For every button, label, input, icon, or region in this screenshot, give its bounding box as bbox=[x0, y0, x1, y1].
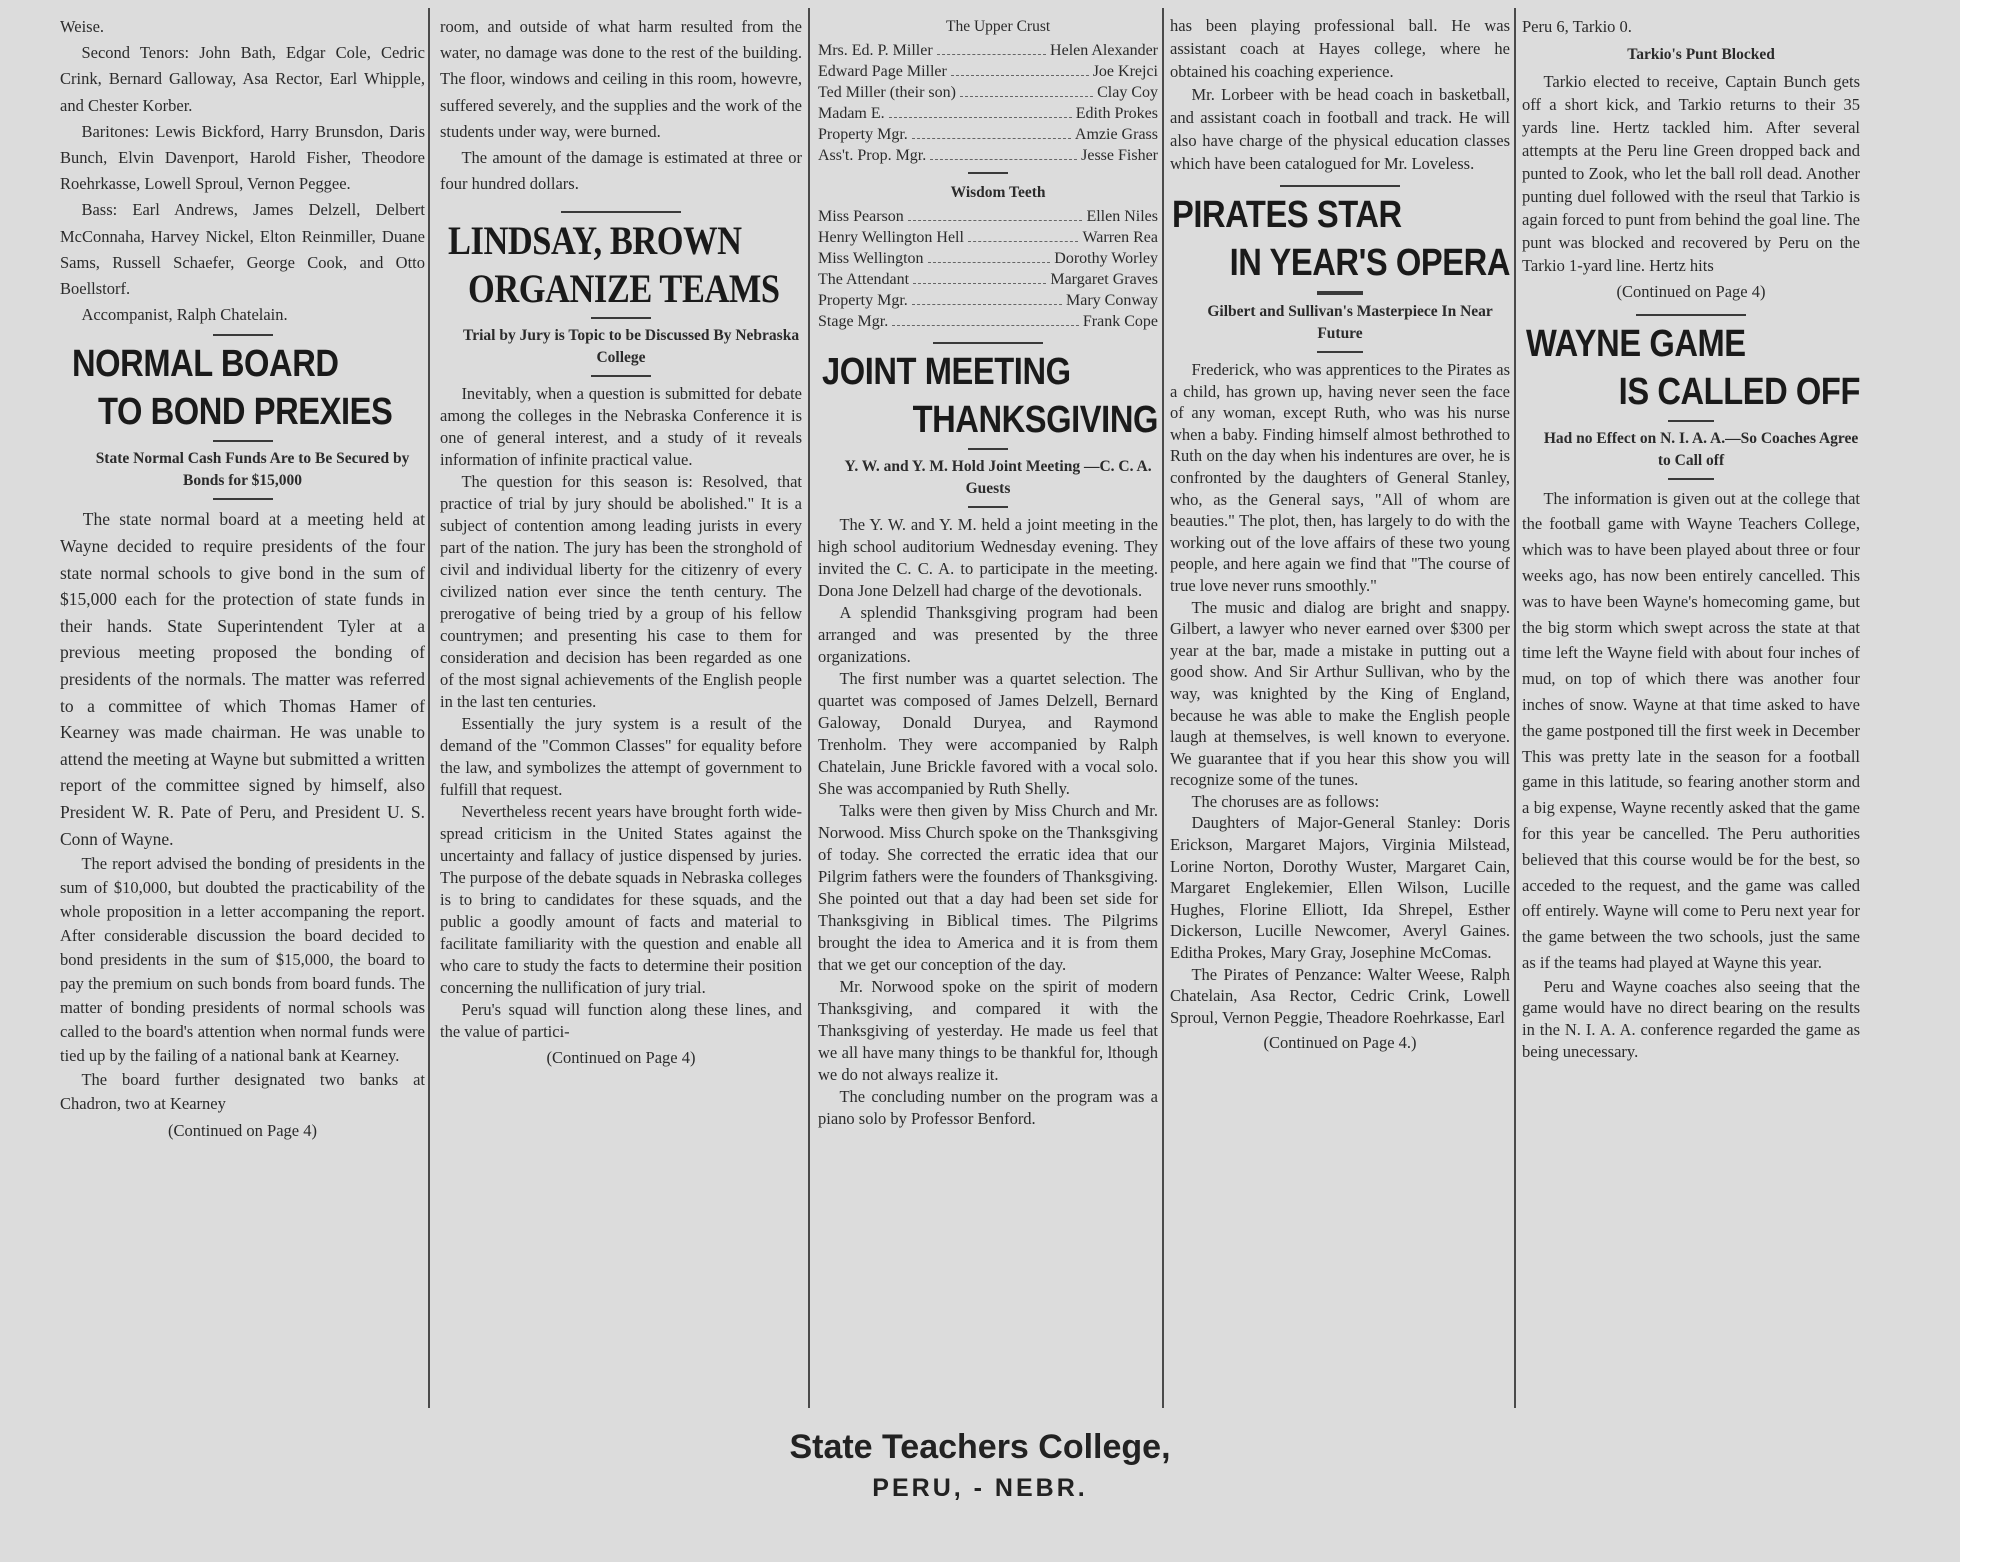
column-divider bbox=[1162, 8, 1164, 1408]
body-text: The Pirates of Penzance: Walter Weese, Ralph Chatelain, Asa Rector, Cedric Crink, Lowell Sproul, Vernon Peggie, Theadore Roehrkasse, Earl bbox=[1170, 964, 1510, 1027]
column-5 bbox=[1522, 14, 1860, 1414]
headline-rule bbox=[1317, 351, 1363, 353]
cast-row bbox=[818, 82, 1158, 103]
cast-role: Ted Miller (their son) bbox=[818, 84, 956, 102]
subhead: Tarkio's Punt Blocked bbox=[1627, 46, 1775, 64]
body-text: Second Tenors: John Bath, Edgar Cole, Cedric Crink, Bernard Galloway, Asa Rector, Earl Whipple, and Chester Korber. bbox=[60, 43, 425, 115]
deck: Y. W. and Y. M. Hold Joint Meeting —C. C. A. Guests bbox=[844, 458, 1152, 498]
headline-rule bbox=[213, 334, 273, 336]
cast-role: Miss Pearson bbox=[818, 208, 904, 226]
column-divider bbox=[808, 8, 810, 1408]
headline: JOINT MEETING bbox=[822, 351, 1071, 394]
deck: State Normal Cash Funds Are to Be Secured by Bonds for $15,000 bbox=[95, 450, 410, 490]
body-text: Frederick, who was apprentices to the Pirates as a child, has grown up, having never seen the face of any woman, except Ruth, who was his nurse when a baby. Finding himself almost bethrothed to Ruth on the day when his indentures are over, he is confronted by the daughters of General Stanley, who, as the General says, "All of whom are beauties." The plot, then, has largely to do with the working out of the love affairs of these two young people, and here again we find that "The course of true love never runs smoothly." bbox=[1170, 360, 1510, 595]
cast-actor: Joe Krejci bbox=[1092, 63, 1158, 81]
cast-row bbox=[818, 103, 1158, 124]
leader-dots bbox=[960, 82, 1093, 97]
cast-role: Property Mgr. bbox=[818, 126, 908, 144]
cast-row bbox=[818, 206, 1158, 227]
body-text: The choruses are as follows: bbox=[1191, 791, 1380, 811]
cast-actor: Edith Prokes bbox=[1075, 105, 1158, 123]
cast-actor: Helen Alexander bbox=[1050, 42, 1158, 60]
leader-dots bbox=[912, 124, 1071, 139]
leader-dots bbox=[889, 103, 1072, 118]
leader-dots bbox=[892, 311, 1079, 326]
cast-row bbox=[818, 269, 1158, 290]
cast-row bbox=[818, 40, 1158, 61]
body-text: Peru 6, Tarkio 0. bbox=[1522, 17, 1632, 36]
body-text: room, and outside of what harm resulted from the water, no damage was done to the rest of the building. The floor, windows and ceiling in this room, howevre, suffered severely, and the supplies and the work of the students under way, were burned. bbox=[440, 17, 802, 141]
leader-dots bbox=[951, 61, 1089, 76]
deck: Had no Effect on N. I. A. A.—So Coaches Agree to Call off bbox=[1543, 429, 1859, 469]
body-text: Essentially the jury system is a result of the demand of the "Common Classes" for equality before the law, and symbolizes the attempt of government to fulfill that request. bbox=[440, 714, 802, 800]
body-text: The first number was a quartet selection. The quartet was composed of James Delzell, Bernard Galoway, Donald Duryea, and Raymond Trenholm. They were accompanied by Ralph Chatelain, June Brickle favored with a vocal solo. She was accompanied by Ruth Shelly. bbox=[818, 669, 1158, 799]
leader-dots bbox=[968, 227, 1078, 242]
headline-rule bbox=[1317, 291, 1363, 295]
column-4 bbox=[1170, 14, 1510, 1414]
cast-role: Ass't. Prop. Mgr. bbox=[818, 147, 927, 165]
cast-title: Wisdom Teeth bbox=[950, 184, 1046, 202]
cast-role: Miss Wellington bbox=[818, 250, 924, 268]
body-text: The amount of the damage is estimated at three or four hundred dollars. bbox=[440, 148, 802, 194]
headline-rule bbox=[213, 440, 273, 442]
cast-row bbox=[818, 227, 1158, 248]
leader-dots bbox=[913, 269, 1046, 284]
cast-actor: Ellen Niles bbox=[1086, 208, 1158, 226]
headline: LINDSAY, BROWN bbox=[448, 218, 742, 264]
cast-row bbox=[818, 311, 1158, 332]
headline-rule bbox=[213, 498, 273, 500]
column-2 bbox=[440, 14, 802, 1414]
body-text: The state normal board at a meeting held at Wayne decided to require presidents of the four state normal schools to give bond in the sum of $15,000 each for the protection of state funds in their hands. State Superintendent Tyler at a previous meeting proposed the bonding of presidents of the normals. The matter was referred to a committee of which Thomas Hamer of Kearney was made chairman. He was unable to attend the meeting at Wayne but submitted a written report of the committee signed by himself, also President W. R. Pate of Peru, and President U. S. Conn of Wayne. bbox=[60, 509, 425, 849]
column-1 bbox=[60, 14, 425, 1414]
cast-role: Henry Wellington Hell bbox=[818, 229, 964, 247]
cast-actor: Amzie Grass bbox=[1074, 126, 1158, 144]
cast-actor: Dorothy Worley bbox=[1054, 250, 1158, 268]
continued-note: (Continued on Page 4) bbox=[168, 1121, 317, 1141]
body-text: has been playing professional ball. He was assistant coach at Hayes college, where he obtained his coaching experience. bbox=[1170, 16, 1510, 81]
headline: IN YEAR'S OPERA bbox=[1229, 242, 1510, 284]
leader-dots bbox=[908, 206, 1083, 221]
headline-rule bbox=[1668, 420, 1714, 422]
headline-rule bbox=[1668, 478, 1714, 480]
cast-actor: Warren Rea bbox=[1082, 229, 1158, 247]
headline-rule bbox=[968, 172, 1008, 174]
cast-row bbox=[818, 145, 1158, 166]
leader-dots bbox=[937, 40, 1046, 55]
body-text: The question for this season is: Resolved, that practice of trial by jury should be abolished." It is a subject of contention among leading jurists in every part of the nation. The jury has been the stronghold of civil and individual liberty for the citizenry of every civilized nation ever since the tenth century. The prerogative of being tried by a group of his fellow countrymen; and presenting his case to them for consideration and decision has been regarded as one of the most signal achievements of the English people in the last ten centuries. bbox=[440, 472, 802, 712]
cast-role: Edward Page Miller bbox=[818, 63, 947, 81]
deck: Trial by Jury is Topic to be Discussed By Nebraska College bbox=[463, 327, 800, 367]
headline-rule bbox=[933, 342, 1043, 344]
cast-actor: Mary Conway bbox=[1066, 292, 1158, 310]
column-divider bbox=[428, 8, 430, 1408]
headline-rule bbox=[968, 506, 1008, 508]
continued-note: (Continued on Page 4) bbox=[546, 1048, 696, 1068]
headline: ORGANIZE TEAMS bbox=[468, 266, 780, 312]
deck: Gilbert and Sullivan's Masterpiece In Near Future bbox=[1207, 303, 1493, 342]
cast-row bbox=[818, 124, 1158, 145]
body-text: Weise. bbox=[60, 17, 105, 36]
body-text: Nevertheless recent years have brought forth wide-spread criticism in the United States against the uncertainty and fallacy of justice dispensed by juries. The purpose of the debate squads in Nebraska colleges is to bring to candidates for these squads, and the public a goodly amount of facts and material to facilitate familiarity with the question and enable all who care to study the facts to determine their position concerning the nullification of jury trial. bbox=[440, 802, 802, 998]
leader-dots bbox=[928, 248, 1051, 263]
body-text: Daughters of Major-General Stanley: Doris Erickson, Margaret Majors, Virginia Milstead, Lorine Norton, Dorothy Wuster, Margaret Cain, Margaret Englekemier, Ellen Wilson, Lucille Hughes, Florine Elliott, Ida Shrepel, Esther Dickerson, Lucille Newcomer, Averyl Gaines. Editha Prokes, Mary Gray, Josephine McComas. bbox=[1170, 813, 1510, 963]
cast-actor: Margaret Graves bbox=[1050, 271, 1158, 289]
footer-publisher: State Teachers College, bbox=[789, 1428, 1171, 1466]
headline: IS CALLED OFF bbox=[1618, 370, 1860, 413]
leader-dots bbox=[912, 290, 1062, 305]
continued-note: (Continued on Page 4.) bbox=[1263, 1033, 1417, 1053]
column-divider bbox=[1514, 8, 1516, 1408]
cast-row bbox=[818, 61, 1158, 82]
headline-rule bbox=[591, 375, 651, 377]
cast-role: Mrs. Ed. P. Miller bbox=[818, 42, 933, 60]
column-3 bbox=[818, 14, 1158, 1414]
body-text: The music and dialog are bright and snappy. Gilbert, a lawyer who never earned over $300 per year at the bar, made a mistake in putting out a good show. And Sir Arthur Sullivan, who by the way, was knighted by the King of England, because he was able to make the English people laugh at themselves, is well known to everyone. We guarantee that if you hear this show you will recognize some of the tunes. bbox=[1170, 597, 1510, 790]
body-text: Inevitably, when a question is submitted for debate among the colleges in the Nebraska Conference it is one of general interest, and a study of it reveals information of infinite practical value. bbox=[440, 384, 802, 470]
cast-list bbox=[818, 206, 1158, 332]
headline-rule bbox=[591, 317, 651, 319]
headline-rule bbox=[1636, 314, 1746, 316]
leader-dots bbox=[930, 145, 1077, 160]
cast-row bbox=[818, 248, 1158, 269]
headline: PIRATES STAR bbox=[1172, 194, 1402, 236]
headline: WAYNE GAME bbox=[1526, 322, 1746, 365]
cast-row bbox=[818, 290, 1158, 311]
headline: THANKSGIVING bbox=[912, 399, 1158, 442]
body-text: The board further designated two banks at Chadron, two at Kearney bbox=[60, 1070, 425, 1114]
cast-list bbox=[818, 40, 1158, 166]
body-text: The information is given out at the college that the football game with Wayne Teachers College, which was to have been played about three or four weeks ago, has now been entirely cancelled. This was to have been Wayne's homecoming game, but the big storm which swept across the state at that time left the Wayne field with about four inches of mud, on top of which there was another four inches of snow. Wayne at that time asked to have the game postponed till the first week in December This was pretty late in the season for a football game in this latitude, so fearing another storm and a big expense, Wayne recently asked that the game for this year be cancelled. The Peru authorities believed that this course would be for the best, so acceded to the request, and the game was called off entirely. Wayne will come to Peru next year for the game between the two schools, just the same as if the teams had played at Wayne this year. bbox=[1522, 488, 1860, 972]
body-text: The concluding number on the program was a piano solo by Professor Benford. bbox=[818, 1087, 1158, 1129]
cast-role: Madam E. bbox=[818, 105, 885, 123]
body-text: Accompanist, Ralph Chatelain. bbox=[81, 305, 288, 325]
headline-rule bbox=[561, 211, 681, 213]
headline-rule bbox=[968, 448, 1008, 450]
cast-role: The Attendant bbox=[818, 271, 910, 289]
cast-role: Stage Mgr. bbox=[818, 313, 889, 331]
headline-rule bbox=[1280, 185, 1400, 187]
footer-location: PERU, - NEBR. bbox=[872, 1474, 1088, 1502]
body-text: The report advised the bonding of presidents in the sum of $10,000, but doubted the practicability of the whole proposition in a letter accompaning the report. After considerable discussion the board decided to bond presidents in the sum of $15,000, the board to pay the premium on such bonds from board funds. The matter of bonding presidents of normal schools was called to the board's attention when normal funds were tied up by the failing of a national bank at Kearney. bbox=[60, 854, 425, 1066]
cast-role: Property Mgr. bbox=[818, 292, 908, 310]
body-text: Mr. Norwood spoke on the spirit of modern Thanksgiving, and compared it with the Thanksgiving of yesterday. He made us feel that we all have many things to be thankful for, lthough we do not always realize it. bbox=[818, 977, 1158, 1085]
cast-actor: Frank Cope bbox=[1082, 313, 1158, 331]
body-text: Tarkio elected to receive, Captain Bunch gets off a short kick, and Tarkio returns to their 35 yards line. Hertz tackled him. After several attempts at the Peru line Green dropped back and punted to Zook, who let the ball roll dead. Another punting duel followed with the rseul that Tarkio is again forced to punt from behind the goal line. The punt was blocked and recovered by Peru on the Tarkio 1-yard line. Hertz hits bbox=[1522, 72, 1860, 276]
cast-actor: Jesse Fisher bbox=[1081, 147, 1158, 165]
body-text: Peru and Wayne coaches also seeing that the game would have no direct bearing on the results in the N. I. A. A. conference regarded the game as being unecessary. bbox=[1522, 976, 1860, 1061]
headline: TO BOND PREXIES bbox=[98, 391, 393, 434]
body-text: Bass: Earl Andrews, James Delzell, Delbert McConnaha, Harvey Nickel, Elton Reinmiller, Duane Sams, Russell Schaefer, George Cook, and Otto Boellstorf. bbox=[60, 200, 425, 299]
body-text: Peru's squad will function along these lines, and the value of partici- bbox=[440, 1000, 802, 1042]
body-text: The Y. W. and Y. M. held a joint meeting in the high school auditorium Wednesday evening. They invited the C. C. A. to participate in the meeting. Dona Jone Delzell had charge of the devotionals. bbox=[818, 515, 1158, 601]
body-text: A splendid Thanksgiving program had been arranged and was presented by the three organizations. bbox=[818, 603, 1158, 667]
body-text: Baritones: Lewis Bickford, Harry Brunsdon, Daris Bunch, Elvin Davenport, Harold Fisher, Theodore Roehrkasse, Lowell Sproul, Vernon Peggee. bbox=[60, 121, 425, 194]
cast-actor: Clay Coy bbox=[1097, 84, 1158, 102]
continued-note: (Continued on Page 4) bbox=[1616, 282, 1766, 302]
body-text: Mr. Lorbeer with be head coach in basketball, and assistant coach in football and track. He will also have charge of the physical education classes which have been catalogued for Mr. Loveless. bbox=[1170, 85, 1510, 173]
body-text: Talks were then given by Miss Church and Mr. Norwood. Miss Church spoke on the Thanksgiving of today. She corrected the erratic idea that our Pilgrim fathers were the founders of Thanksgiving. She pointed out that a day had been set side for Thanksgiving in Biblical times. The Pilgrims brought the idea to America and it is from them that we get our conception of the day. bbox=[818, 801, 1158, 975]
headline: NORMAL BOARD bbox=[72, 343, 339, 386]
cast-title: The Upper Crust bbox=[945, 18, 1051, 35]
